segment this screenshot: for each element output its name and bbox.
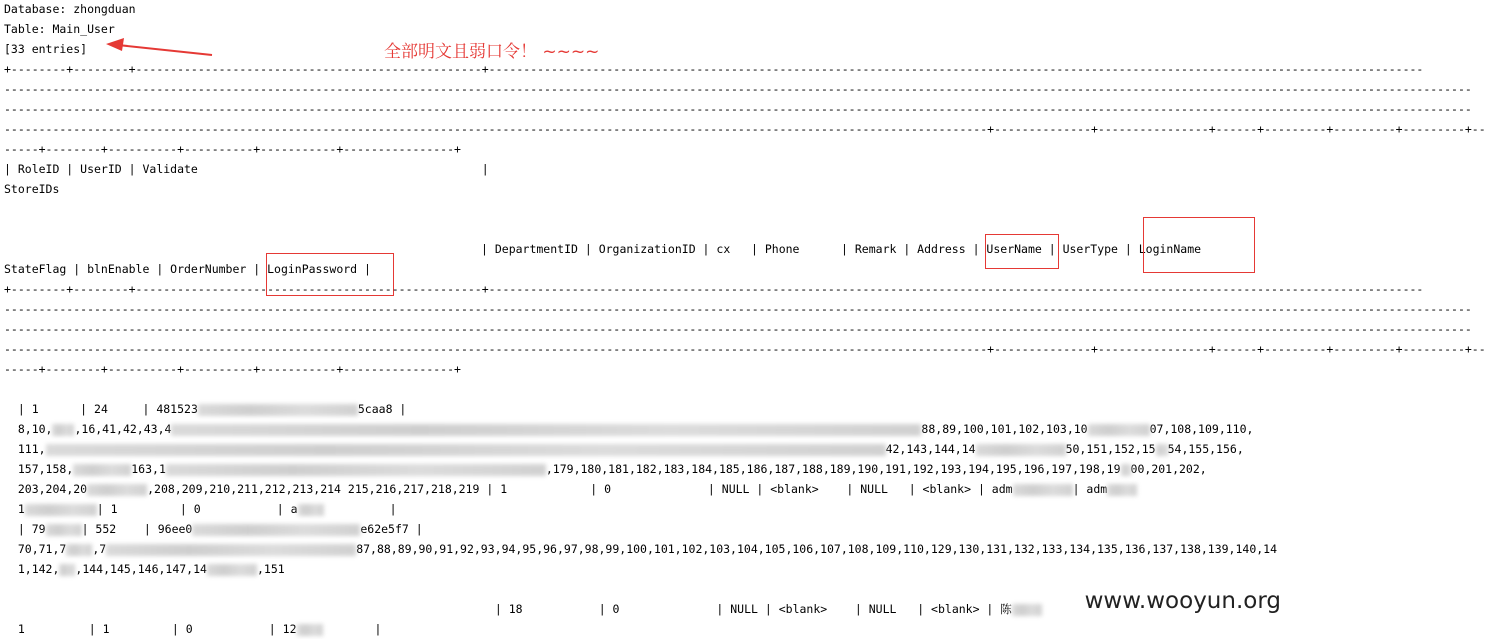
row-text: ,179,180,181,182,183,184,185,186,187,188,189,190,191,192,193,194,195,196,197,198,19 [545,462,1121,476]
redacted-value [297,624,323,636]
row-text: 1 [17,622,25,636]
separator-line: -----+--------+----------+----------+-----------+----------------+ [4,362,461,376]
separator-line: -----+--------+----------+----------+-----------+----------------+ [4,142,461,156]
redacted-value [1107,484,1137,496]
column-header-storeids: StoreIDs [4,182,60,196]
row-text: 163,1 [131,462,166,476]
redacted-value [59,564,75,576]
separator-line: +--------+--------+--------------------------------------------------+--------------------------------------------------------------------------------------------------------------------------------------- [4,62,1424,76]
separator-line: -------------------------------------------------------------------------------------------------------------------------------------------------------------------------------------------------------------------- [4,302,1472,316]
arrow-annotation-icon [100,36,216,58]
row-text: 00,201,202, [1130,462,1207,476]
row-text: | 1 | 0 | a [96,502,298,516]
row-text: 1 [17,502,25,516]
redacted-value [1013,484,1073,496]
column-header-row: | DepartmentID | OrganizationID | cx | Phone | Remark | Address | UserName | UserType | LoginName [481,242,1202,256]
separator-line: ----------------------------------------------------------------------------------------------------------------------------------------------+--------------+----------------+------+---------+---------+---------+-- [4,122,1486,136]
row-text: 8,10, [17,422,53,436]
row-text: 111, [17,442,46,456]
row-text: | 552 | 96ee0 [81,522,193,536]
redacted-value [207,564,257,576]
highlight-username-box [985,234,1059,269]
row-text: ,151 [256,562,285,576]
table-line: Table: Main_User [4,22,115,36]
table-row [481,579,1042,619]
row-text: 50,151,152,15 [1065,442,1156,456]
watermark: www.wooyun.org [1084,588,1281,614]
row-text: 42,143,144,14 [885,442,976,456]
row-text: | [374,622,382,636]
row-text: | 18 | 0 | NULL | <blank> | NULL | <blank> | 陈 [494,602,1012,616]
redacted-value [1012,604,1042,616]
row-text: ,208,209,210,211,212,213,214 215,216,217,218,219 | 1 | 0 | NULL | <blank> | NULL | <blank> | adm [147,482,1013,496]
entries-line: [33 entries] [4,42,88,56]
column-header-row: StateFlag | blnEnable | OrderNumber | LoginPassword | [4,262,371,276]
table-row [4,599,381,639]
row-text: | 1 | 24 | 481523 [17,402,198,416]
row-text: e62e5f7 | [360,522,423,536]
row-text: 203,204,20 [17,482,88,496]
row-text: | [389,502,397,516]
separator-line: -------------------------------------------------------------------------------------------------------------------------------------------------------------------------------------------------------------------- [4,102,1472,116]
row-text: 54,155,156, [1167,442,1244,456]
row-text: 88,89,100,101,102,103,10 [921,422,1088,436]
separator-line: -------------------------------------------------------------------------------------------------------------------------------------------------------------------------------------------------------------------- [4,322,1472,336]
row-text: 87,88,89,90,91,92,93,94,95,96,97,98,99,100,101,102,103,104,105,106,107,108,109,110,129,130,131,132,133,134,135,136,137,138,139,140,14 [356,542,1278,556]
row-text: | adm [1072,482,1108,496]
row-text: 07,108,109,110, [1149,422,1254,436]
separator-line: +--------+--------+--------------------------------------------------+--------------------------------------------------------------------------------------------------------------------------------------- [4,282,1424,296]
highlight-loginname-box [1143,217,1255,273]
row-text: ,7 [92,542,107,556]
database-line: Database: zhongduan [4,2,136,16]
row-text: 5caa8 | [357,402,407,416]
separator-line: -------------------------------------------------------------------------------------------------------------------------------------------------------------------------------------------------------------------- [4,82,1472,96]
row-text: 70,71,7 [17,542,67,556]
annotation-text: 全部明文且弱口令！ ~~~~ [384,42,600,62]
row-text: ,16,41,42,43,4 [74,422,172,436]
row-text: | 79 [17,522,46,536]
row-text: | 1 | 0 | 12 [88,622,297,636]
separator-line: ----------------------------------------------------------------------------------------------------------------------------------------------+--------------+----------------+------+---------+---------+---------+-- [4,342,1486,356]
row-text: 157,158, [17,462,74,476]
table-row [4,539,285,579]
row-text: 1,142, [17,562,60,576]
row-text: ,144,145,146,147,14 [75,562,207,576]
column-header-row: | RoleID | UserID | Validate | [4,162,489,176]
